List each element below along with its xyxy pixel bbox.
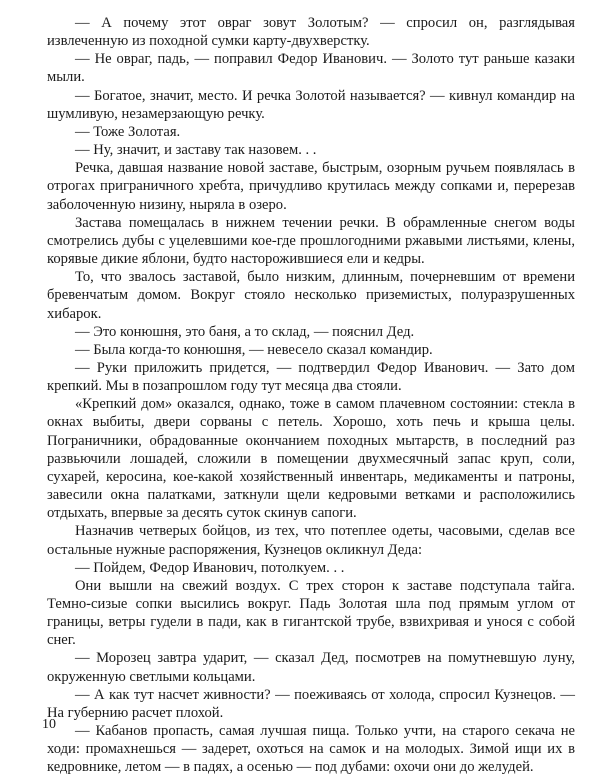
paragraph: Речка, давшая название новой заставе, быстрым, озорным ручьем появлялась в отрогах приграничного хребта, причудливо крутилась между сопками и, перерезав заболоченную низину, ныряла в озеро. (47, 160, 575, 213)
paragraph: «Крепкий дом» оказался, однако, тоже в самом плачевном состоянии: стекла в окнах выбиты, двери сорваны с петель. Хорошо, хоть печь и крыша целы. Пограничники, обрадованные окончанием походных мытарств, в последний раз развьючили лошадей, сложили в помещении двухмесячный запас круп, соли, сухарей, керосина, кое-какой хозяйственный инвентарь, медикаменты и патроны, завесили окна палатками, заткнули щели кедровыми ветками и расположились отдыхать, впервые за десять суток скинув сапоги. (47, 396, 575, 522)
paragraph: То, что звалось заставой, было низким, длинным, почерневшим от времени бревенчатым домом. Вокруг стояло несколько приземистых, полуразрушенных хибарок. (47, 269, 575, 322)
paragraph: — Руки приложить придется, — подтвердил Федор Иванович. — Зато дом крепкий. Мы в позапрошлом году тут месяца два стояли. (47, 359, 575, 395)
paragraph: — Не овраг, падь, — поправил Федор Иванович. — Золото тут раньше казаки мыли. (47, 51, 575, 86)
paragraph: Назначив четверых бойцов, из тех, что потеплее одеты, часовыми, сделав все остальные нужные распоряжения, Кузнецов окликнул Деда: (47, 523, 575, 558)
paragraph: — Это конюшня, это баня, а то склад, — пояснил Дед. (75, 323, 415, 340)
paragraph: — А почему этот овраг зовут Золотым? — спросил он, разглядывая извлеченную из походной сумки карту-двухверстку. (47, 15, 575, 50)
paragraph: — Была когда-то конюшня, — невесело сказал командир. (75, 341, 433, 358)
paragraph: — Тоже Золотая. (75, 123, 181, 140)
paragraph: Застава помещалась в нижнем течении речки. В обрамленные снегом воды смотрелись дубы с уцелевшими кое-где прошлогодними ржавыми листьями, клены, корявые дикие яблони, будто насторожившиеся ели и кедры. (47, 214, 575, 268)
paragraph: — Морозец завтра ударит, — сказал Дед, посмотрев на помутневшую луну, окруженную светлыми кольцами. (47, 650, 575, 685)
paragraph: — Пойдем, Федор Иванович, потолкуем. . . (75, 559, 345, 576)
paragraph: Они вышли на свежий воздух. С трех сторон к заставе подступала тайга. Темно-сизые сопки высились вокруг. Падь Золотая шла под прямым углом от границы, ветры гудели в пади, как в гигантской трубе, взвихривая и унося с собой снег. (47, 577, 575, 649)
page-text (47, 14, 575, 777)
paragraph: — Кабанов пропасть, самая лучшая пища. Только учти, на старого секача не ходи: промахнешься — задерет, охоться на самок и на молодых. Зимой ищи их в кедровнике, летом — в падях, а осенью — под дубами: охочи они до желудей. (47, 723, 575, 776)
page-number: 10 (42, 717, 56, 732)
paragraph: — Богатое, значит, место. И речка Золотой называется? — кивнул командир на шумливую, незамерзающую речку. (47, 87, 575, 122)
paragraph: — А как тут насчет живности? — поеживаясь от холода, спросил Кузнецов. — На губернию расчет плохой. (47, 686, 575, 721)
paragraph: — Ну, значит, и заставу так назовем. . . (75, 142, 317, 159)
